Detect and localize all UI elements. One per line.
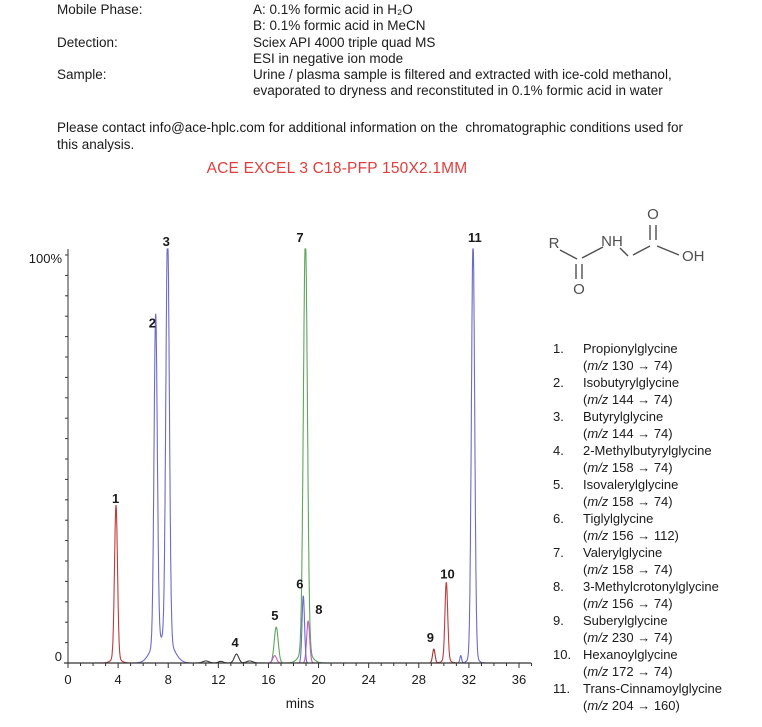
x-axis-title: mins	[285, 696, 315, 711]
legend-compound-name: 2-Methylbutyrylglycine	[583, 443, 712, 458]
blue-trace	[68, 249, 532, 663]
legend-mz-transition: (m/z 158 → 74)	[583, 494, 673, 509]
peak-label-10: 10	[440, 566, 455, 582]
contact-note-line: Please contact info@ace-hplc.com for additional information on the chromatographic conditions used for	[57, 120, 684, 135]
oh-label: OH	[682, 248, 705, 265]
x-tick-label: 36	[511, 672, 527, 687]
legend-compound-name: Butyrylglycine	[583, 409, 664, 424]
spec-value-line: ESI in negative ion mode	[253, 50, 404, 66]
legend-item-body	[583, 544, 762, 578]
x-tick-label: 20	[311, 672, 326, 687]
legend-item-number: 8.	[553, 579, 564, 594]
contact-note	[57, 120, 747, 153]
legend-item-5	[553, 476, 762, 510]
peak-label-4: 4	[231, 635, 239, 650]
spec-values	[253, 67, 672, 100]
x-tick-label: 8	[164, 672, 172, 687]
nh-label: NH	[601, 233, 623, 250]
legend-item-body	[583, 340, 762, 374]
legend-item-number: 5.	[553, 477, 564, 492]
legend-item-body	[583, 578, 762, 612]
legend-item-body	[583, 510, 762, 544]
legend-item-8	[553, 578, 762, 612]
legend-item-body	[583, 612, 762, 646]
peak-legend	[553, 340, 762, 714]
legend-compound-name: Propionylglycine	[583, 341, 678, 356]
peak-label-7: 7	[296, 229, 304, 245]
legend-item-number: 6.	[553, 511, 564, 526]
x-tick-label: 24	[361, 672, 376, 687]
peak-label-11: 11	[468, 229, 482, 245]
legend-mz-transition: (m/z 156 → 112)	[583, 528, 679, 543]
legend-item-1	[553, 340, 762, 374]
acylglycine-structure	[533, 200, 758, 305]
spec-values	[253, 35, 672, 68]
y-axis-top-label: 100%	[28, 251, 62, 266]
spec-row-sample	[57, 67, 672, 100]
legend-compound-name: Isovalerylglycine	[583, 477, 679, 492]
bond-c2-c3	[633, 246, 650, 255]
legend-mz-transition: (m/z 204 → 160)	[583, 698, 680, 713]
legend-item-9	[553, 612, 762, 646]
legend-item-body	[583, 442, 762, 476]
legend-item-7	[553, 544, 762, 578]
x-tick-label: 32	[461, 672, 477, 687]
spec-value-line: Urine / plasma sample is filtered and extracted with ice-cold methanol,	[253, 67, 672, 83]
green-trace	[68, 249, 532, 663]
legend-compound-name: Tiglylglycine	[583, 511, 654, 526]
x-tick-label: 28	[411, 672, 427, 687]
peak-label-9: 9	[426, 630, 435, 646]
spec-row-mobile-phase	[57, 2, 672, 35]
legend-mz-transition: (m/z 158 → 74)	[583, 562, 673, 577]
legend-item-body	[583, 374, 762, 408]
column-title: ACE EXCEL 3 C18-PFP 150X2.1MM	[206, 160, 468, 177]
peak-label-3: 3	[162, 234, 170, 249]
peak-label-6: 6	[296, 576, 304, 592]
legend-item-11	[553, 680, 762, 714]
legend-compound-name: 3-Methylcrotonylglycine	[583, 579, 719, 594]
legend-item-10	[553, 646, 762, 680]
legend-mz-transition: (m/z 230 → 74)	[583, 630, 673, 645]
x-tick-label: 0	[64, 672, 72, 687]
legend-item-number: 7.	[553, 545, 564, 560]
peak-label-1: 1	[112, 491, 120, 506]
spec-label: Mobile Phase:	[57, 2, 143, 17]
legend-item-4	[553, 442, 762, 476]
legend-item-3	[553, 408, 762, 442]
x-tick-label: 12	[211, 672, 226, 687]
bond-c1-n	[582, 247, 603, 258]
legend-compound-name: Suberylglycine	[583, 613, 668, 628]
legend-mz-transition: (m/z 172 → 74)	[583, 664, 673, 679]
legend-item-number: 11.	[553, 681, 571, 696]
contact-note-line: this analysis.	[57, 136, 135, 152]
bond-c3-oh	[657, 246, 679, 255]
peak-label-2: 2	[148, 315, 156, 331]
legend-item-body	[583, 476, 762, 510]
legend-compound-name: Hexanoylglycine	[583, 647, 678, 662]
legend-item-number: 10.	[553, 647, 572, 662]
spec-label: Sample:	[57, 67, 107, 83]
spec-row-detection	[57, 35, 672, 68]
spec-value-line: A: 0.1% formic acid in H₂O	[253, 2, 413, 17]
r-group-label: R	[548, 235, 560, 252]
legend-item-2	[553, 374, 762, 408]
legend-item-number: 1.	[553, 341, 564, 356]
legend-item-number: 3.	[553, 409, 564, 424]
peak-label-8: 8	[315, 602, 323, 617]
carbonyl-o-label: O	[573, 281, 585, 298]
legend-mz-transition: (m/z 156 → 74)	[583, 596, 673, 611]
legend-compound-name: Isobutyrylglycine	[583, 375, 680, 390]
legend-mz-transition: (m/z 158 → 74)	[583, 460, 673, 475]
chromatogram-chart	[0, 195, 545, 727]
bond-r-c1	[560, 250, 577, 259]
spec-value-line: Sciex API 4000 triple quad MS	[253, 34, 436, 50]
conditions-table	[57, 2, 672, 100]
legend-mz-transition: (m/z 144 → 74)	[583, 392, 673, 407]
legend-item-number: 4.	[553, 443, 564, 458]
legend-mz-transition: (m/z 144 → 74)	[583, 426, 673, 441]
legend-compound-name: Trans-Cinnamoylglycine	[583, 681, 722, 696]
legend-mz-transition: (m/z 130 → 74)	[583, 358, 673, 373]
legend-item-body	[583, 680, 762, 714]
legend-compound-name: Valerylglycine	[583, 545, 663, 560]
legend-item-body	[583, 408, 762, 442]
legend-item-number: 2.	[553, 375, 564, 390]
spec-values	[253, 2, 672, 35]
peak-label-5: 5	[271, 608, 279, 624]
legend-item-6	[553, 510, 762, 544]
legend-item-body	[583, 646, 762, 680]
spec-value-line: B: 0.1% formic acid in MeCN	[253, 18, 426, 34]
carboxyl-o-label: O	[647, 206, 659, 223]
x-tick-label: 4	[114, 672, 122, 687]
spec-value-line: evaporated to dryness and reconstituted in 0.1% formic acid in water	[253, 83, 663, 99]
spec-label: Detection:	[57, 34, 118, 50]
legend-item-number: 9.	[553, 613, 564, 628]
y-axis-bottom-label: 0	[54, 649, 62, 664]
x-tick-label: 16	[261, 672, 276, 687]
